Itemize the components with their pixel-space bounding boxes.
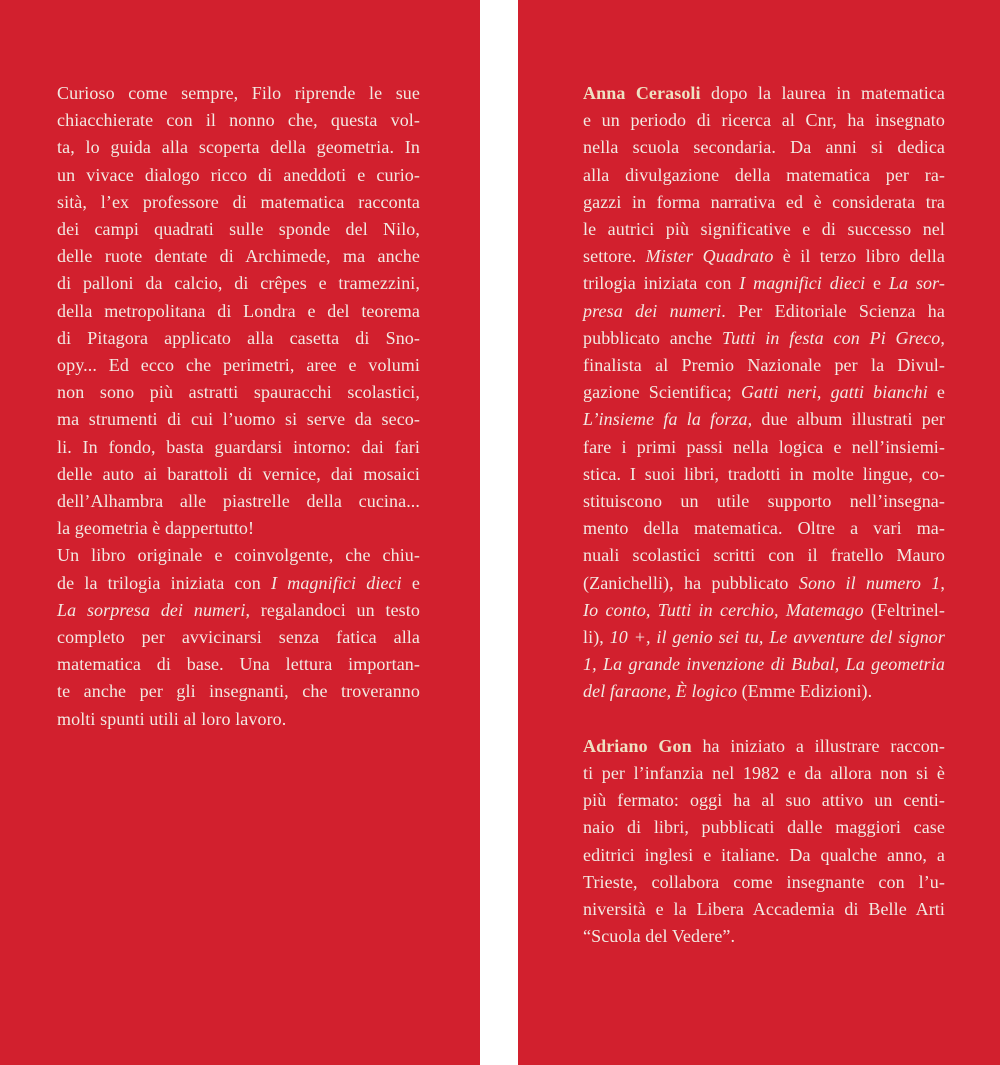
text-line: [57, 406, 420, 433]
text-line: [57, 189, 420, 216]
text-line: [583, 270, 945, 297]
text-run: stituiscono un utile supporto nell’insegna-: [583, 491, 945, 512]
text-run: ma strumenti di cui l’uomo si serve da seco-: [57, 409, 420, 430]
text-run: della metropolitana di Londra e del teorema: [57, 300, 420, 321]
text-run: settore.: [583, 246, 646, 267]
text-line: [583, 80, 945, 107]
text-run: Mister Quadrato: [645, 246, 774, 267]
text-run: dei campi quadrati sulle sponde del Nilo,: [57, 219, 420, 240]
text-run: pubblicato anche: [583, 327, 722, 348]
text-run: niversità e la Libera Accademia di Belle Arti: [583, 899, 945, 920]
text-run: dopo la laurea in matematica: [700, 83, 945, 103]
text-line: [57, 678, 420, 705]
text-line: [583, 298, 945, 325]
text-run: (Feltrinel-: [863, 599, 945, 620]
text-line: [57, 624, 420, 651]
text-line: [583, 760, 945, 787]
text-run: (Emme Edizioni).: [737, 681, 873, 702]
text-line: [57, 542, 420, 569]
text-run: un vivace dialogo ricco di aneddoti e curio-: [57, 164, 420, 185]
text-run: di Pitagora applicato alla casetta di Sno-: [57, 327, 420, 348]
left-flap-panel: [0, 0, 480, 1065]
text-run: li),: [583, 627, 610, 648]
text-run: nuali scolastici scritti con il fratello Mauro: [583, 545, 945, 566]
text-line: [57, 298, 420, 325]
text-line: [583, 597, 945, 624]
text-line: [583, 352, 945, 379]
text-run: non sono più astratti spauracchi scolastici,: [57, 382, 420, 403]
text-line: [57, 162, 420, 189]
text-line: [57, 570, 420, 597]
right-flap-panel: [518, 0, 1000, 1065]
text-run: ti per l’infanzia nel 1982 e da allora non si è: [583, 763, 945, 784]
text-run: Trieste, collabora come insegnante con l’u-: [583, 871, 945, 892]
text-line: [57, 243, 420, 270]
text-line: [583, 189, 945, 216]
text-line: [583, 434, 945, 461]
author-name: Adriano Gon: [583, 735, 692, 756]
text-run: Sono il numero 1: [798, 572, 941, 593]
text-line: [57, 134, 420, 161]
text-line: [57, 325, 420, 352]
text-run: e: [927, 382, 945, 403]
bio-anna-cerasoli: [583, 80, 945, 706]
text-run: sità, l’ex professore di matematica racconta: [57, 191, 420, 212]
text-run: ha iniziato a illustrare raccon-: [691, 735, 945, 756]
text-run: alla divulgazione della matematica per ra-: [583, 164, 945, 185]
text-run: te anche per gli insegnanti, che troveranno: [57, 681, 420, 702]
text-run: La sorpresa dei numeri: [57, 599, 246, 620]
text-line: [57, 216, 420, 243]
text-run: gazione Scientifica;: [583, 382, 741, 403]
text-line: [583, 570, 945, 597]
text-line: [583, 488, 945, 515]
text-line: [583, 379, 945, 406]
text-line: [57, 706, 420, 733]
text-run: I magnifici dieci: [270, 572, 402, 593]
text-line: [583, 624, 945, 651]
text-line: [583, 515, 945, 542]
text-run: delle auto ai barattoli di vernice, dai mosaici: [57, 463, 420, 484]
text-line: [57, 597, 420, 624]
text-line: [57, 488, 420, 515]
text-line: [57, 270, 420, 297]
text-line: [583, 461, 945, 488]
text-run: Gatti neri, gatti bianchi: [740, 382, 928, 403]
text-run: la geometria è dappertutto!: [57, 518, 255, 539]
text-line: [57, 80, 420, 107]
text-run: L’insieme fa la forza: [583, 409, 748, 430]
text-run: La sor-: [888, 273, 945, 294]
text-run: più fermato: oggi ha al suo attivo un centi-: [583, 790, 945, 811]
text-line: [57, 651, 420, 678]
text-line: [583, 814, 945, 841]
book-description-text: [57, 80, 420, 733]
text-run: . Per Editoriale Scienza ha: [721, 300, 945, 321]
text-run: trilogia iniziata con: [583, 273, 740, 294]
text-run: Tutti in festa con Pi Greco: [722, 327, 941, 348]
text-line: [583, 325, 945, 352]
text-line: [583, 243, 945, 270]
text-run: chiacchierate con il nonno che, questa vol-: [57, 110, 420, 131]
text-line: [583, 733, 945, 760]
text-line: [583, 787, 945, 814]
text-line: [57, 434, 420, 461]
text-run: finalista al Premio Nazionale per la Divul-: [583, 355, 945, 376]
text-run: le autrici più significative e di successo nel: [583, 219, 945, 240]
text-run: stica. I suoi libri, tradotti in molte lingue, co-: [583, 463, 945, 484]
text-run: molti spunti utili al loro lavoro.: [57, 708, 287, 729]
text-line: [583, 216, 945, 243]
text-run: I magnifici dieci: [739, 273, 866, 294]
text-line: [57, 352, 420, 379]
text-line: [583, 651, 945, 678]
author-bios: [583, 80, 945, 950]
text-run: editrici inglesi e italiane. Da qualche anno, a: [583, 844, 945, 865]
text-run: de la trilogia iniziata con: [57, 572, 271, 593]
author-name: Anna Cerasoli: [583, 83, 701, 103]
text-line: [583, 842, 945, 869]
text-run: ta, lo guida alla scoperta della geometria. In: [57, 137, 420, 158]
text-line: [583, 678, 945, 705]
text-run: li. In fondo, basta guardarsi intorno: dai fari: [57, 436, 420, 457]
text-line: [57, 107, 420, 134]
text-run: Curioso come sempre, Filo riprende le sue: [57, 83, 420, 103]
text-run: e: [401, 572, 420, 593]
text-line: [583, 923, 945, 950]
text-run: matematica di base. Una lettura importan-: [57, 654, 420, 675]
text-run: “Scuola del Vedere”.: [583, 926, 736, 947]
text-line: [583, 896, 945, 923]
text-run: e: [865, 273, 889, 294]
text-run: 10 +, il genio sei tu, Le avventure del signor: [609, 627, 946, 648]
text-run: di palloni da calcio, di crêpes e tramezzini,: [57, 273, 420, 294]
text-line: [583, 162, 945, 189]
text-line: [57, 461, 420, 488]
text-run: ,: [940, 327, 945, 348]
text-line: [583, 542, 945, 569]
text-run: opy... Ed ecco che perimetri, aree e volumi: [57, 355, 420, 376]
text-line: [583, 869, 945, 896]
bio-adriano-gon: [583, 733, 945, 951]
text-run: delle ruote dentate di Archimede, ma anche: [57, 246, 420, 267]
text-line: [583, 134, 945, 161]
text-run: nella scuola secondaria. Da anni si dedica: [583, 137, 945, 158]
text-line: [583, 107, 945, 134]
text-run: dell’Alhambra alle piastrelle della cucina...: [57, 491, 420, 512]
text-run: gazzi in forma narrativa ed è considerata tra: [583, 191, 945, 212]
text-run: e un periodo di ricerca al Cnr, ha insegnato: [583, 110, 945, 131]
text-run: 1, La grande invenzione di Bubal, La geometria: [583, 654, 945, 675]
text-run: , regalandoci un testo: [245, 599, 420, 620]
text-run: (Zanichelli), ha pubblicato: [583, 572, 799, 593]
text-line: [57, 379, 420, 406]
text-run: Io conto, Tutti in cerchio, Matemago: [583, 599, 864, 620]
text-run: naio di libri, pubblicati dalle maggiori case: [583, 817, 945, 838]
text-run: Un libro originale e coinvolgente, che chiu-: [57, 545, 420, 566]
text-run: fare i primi passi nella logica e nell’insiemi-: [583, 436, 945, 457]
text-line: [57, 515, 420, 542]
text-line: [583, 406, 945, 433]
text-run: , due album illustrati per: [747, 409, 945, 430]
text-run: completo per avvicinarsi senza fatica alla: [57, 627, 420, 648]
text-run: presa dei numeri: [583, 300, 722, 321]
text-run: è il terzo libro della: [773, 246, 945, 267]
spine-gap: [480, 0, 518, 1065]
text-run: del faraone, È logico: [583, 681, 738, 702]
text-run: mento della matematica. Oltre a vari ma-: [583, 518, 945, 539]
text-run: ,: [940, 572, 945, 593]
